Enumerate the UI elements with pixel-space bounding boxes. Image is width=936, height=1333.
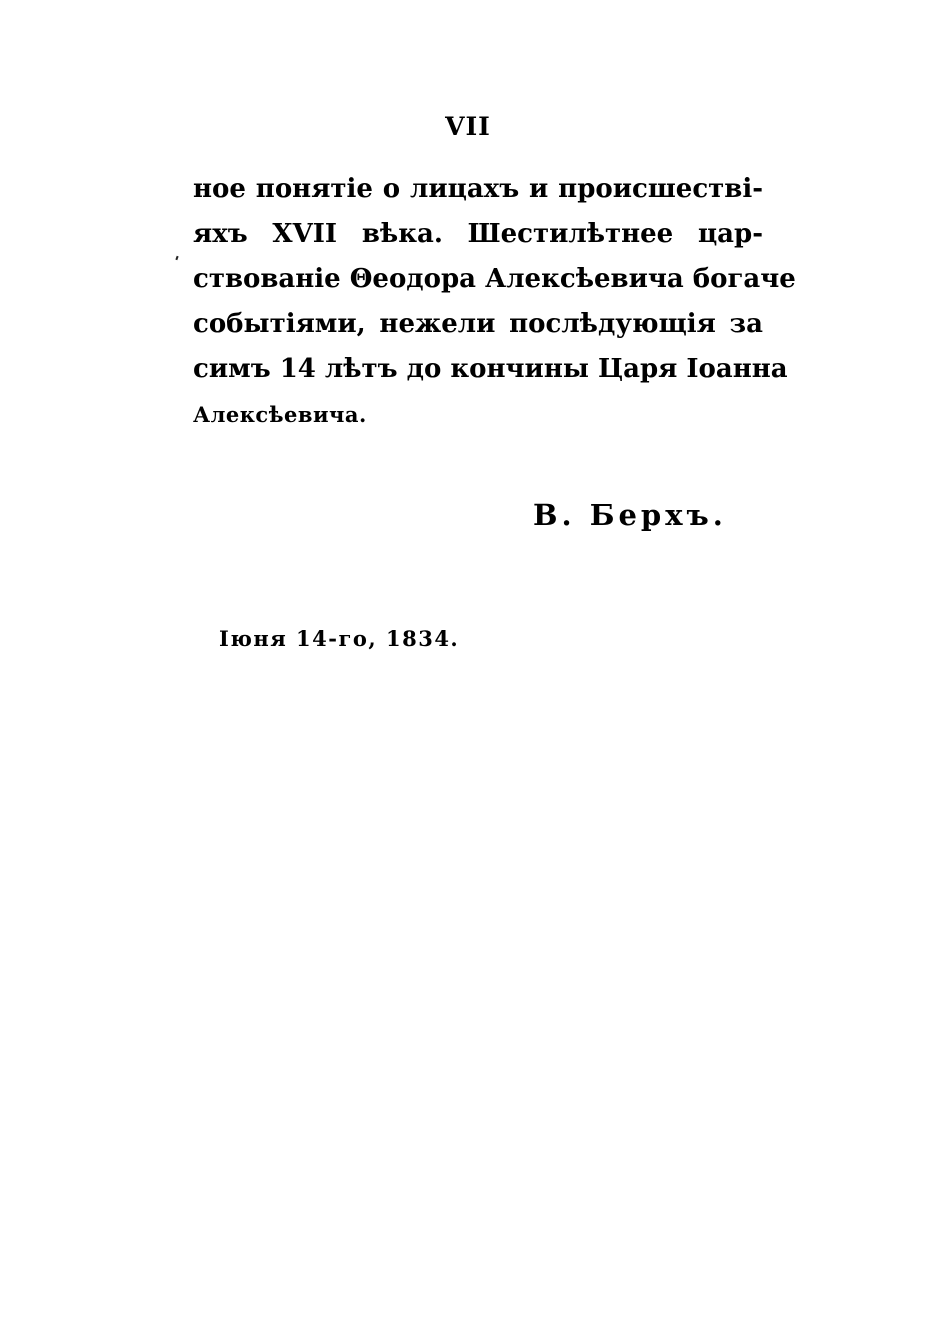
- text-line: ное понятіе о лицахъ и происшествi-: [193, 174, 763, 204]
- page-number: VII: [445, 112, 491, 141]
- text-line: яхъ XVII вѣка. Шестилѣтнее цар-: [193, 219, 763, 249]
- author-signature: В. Берхъ.: [533, 498, 727, 532]
- ink-speck: [175, 256, 178, 260]
- text-line: ствованіе Θеодора Алексѣевича богаче: [193, 264, 796, 294]
- text-line: симъ 14 лѣтъ до кончины Царя Іоанна: [193, 354, 788, 384]
- body-paragraph: [193, 167, 796, 437]
- date-line: Іюня 14-го, 1834.: [219, 626, 460, 651]
- text-line: событіями, нежели послѣдующія за: [193, 309, 763, 339]
- text-line: Алексѣевича.: [193, 402, 367, 427]
